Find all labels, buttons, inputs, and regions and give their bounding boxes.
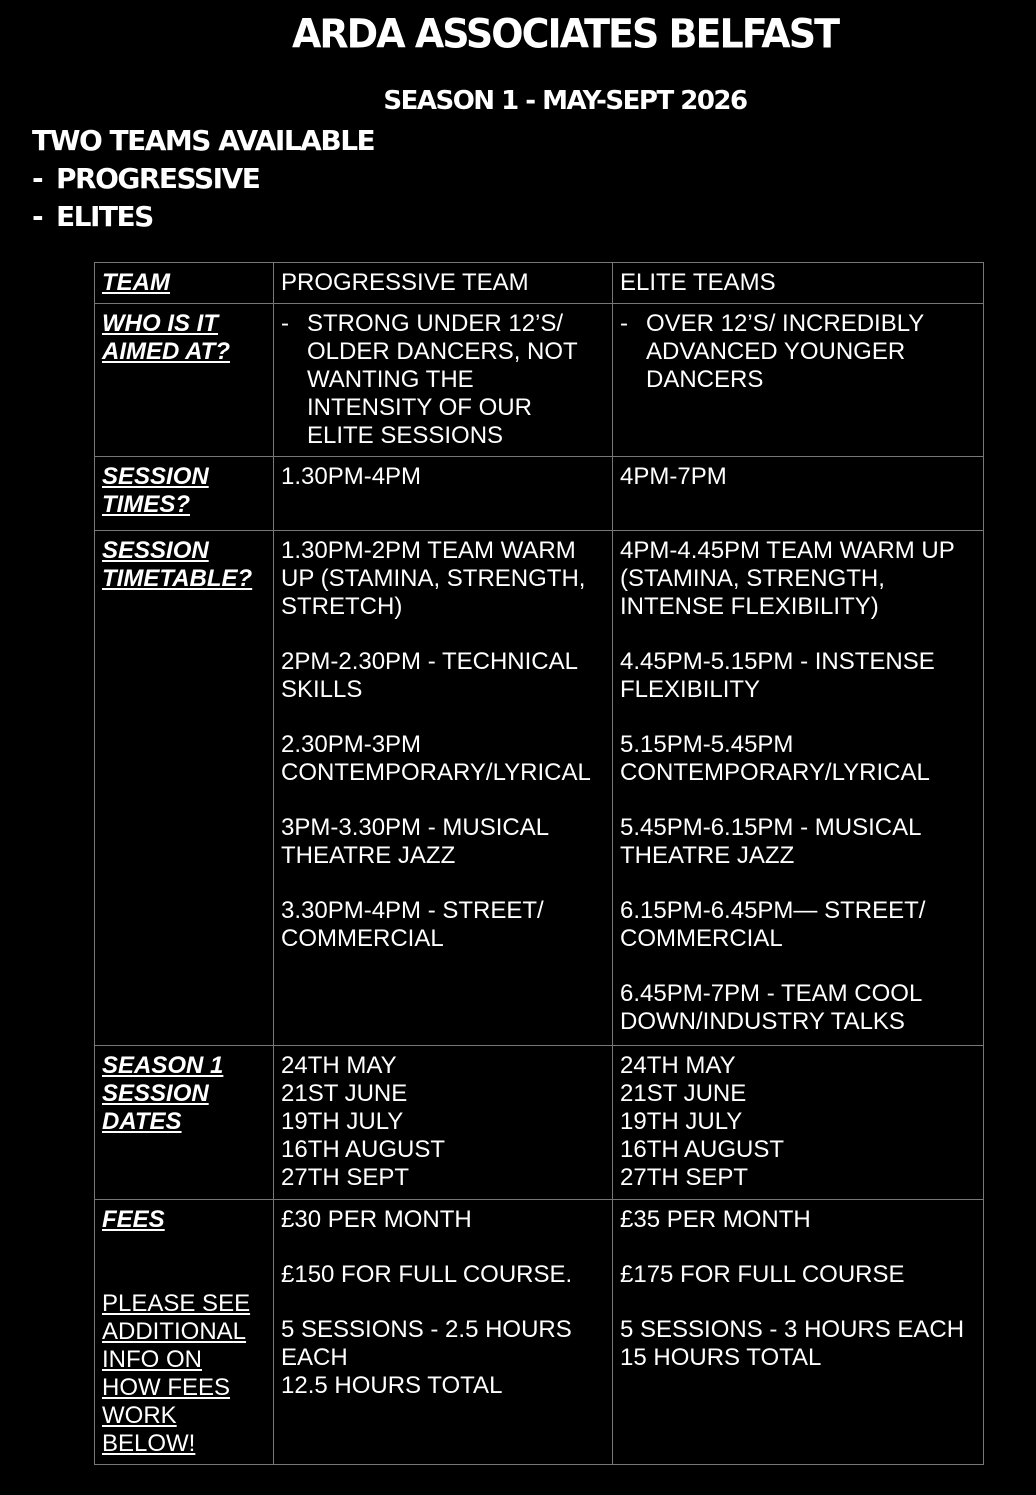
session-date: 19TH JULY xyxy=(281,1108,404,1135)
session-date: 27TH SEPT xyxy=(620,1164,749,1191)
row-label-aimed: WHO IS IT AIMED AT? xyxy=(95,304,274,457)
table-row-aimed xyxy=(95,304,984,457)
page-title: ARDA ASSOCIATES BELFAST xyxy=(292,10,838,58)
timetable-item: 4PM-4.45PM TEAM WARM UP (STAMINA, STRENGTH, INTENSE FLEXIBILITY) xyxy=(620,537,955,620)
cell-dates-elite xyxy=(613,1046,984,1200)
teams-available-block xyxy=(32,122,374,236)
cell-aimed-progressive: - STRONG UNDER 12’S/ OLDER DANCERS, NOT WANTING THE INTENSITY OF OUR ELITE SESSIONS xyxy=(274,304,613,457)
row-label-fees: FEES PLEASE SEE ADDITIONAL INFO ON HOW FEES WORK BELOW! xyxy=(95,1200,274,1465)
column-header-progressive: PROGRESSIVE TEAM xyxy=(274,263,613,304)
fee-total-hours: 15 HOURS TOTAL xyxy=(620,1344,822,1371)
timetable-item: 2.30PM-3PM CONTEMPORARY/LYRICAL xyxy=(281,731,591,786)
row-label-times: SESSION TIMES? xyxy=(95,457,274,531)
timetable-item: 3.30PM-4PM - STREET/ COMMERCIAL xyxy=(281,897,544,952)
cell-dates-progressive xyxy=(274,1046,613,1200)
table-row-dates xyxy=(95,1046,984,1200)
teams-heading: TWO TEAMS AVAILABLE xyxy=(32,124,375,157)
fee-full-course: £175 FOR FULL COURSE xyxy=(620,1261,905,1288)
fee-sessions: 5 SESSIONS - 3 HOURS EACH xyxy=(620,1316,965,1343)
fee-monthly: £35 PER MONTH xyxy=(620,1206,811,1233)
cell-timetable-elite xyxy=(613,531,984,1046)
season-subtitle: SEASON 1 - MAY-SEPT 2026 xyxy=(383,86,747,116)
session-date: 24TH MAY xyxy=(281,1052,397,1079)
cell-times-elite: 4PM-7PM xyxy=(613,457,984,531)
row-label-team: TEAM xyxy=(95,263,274,304)
timetable-item: 4.45PM-5.15PM - INSTENSE FLEXIBILITY xyxy=(620,648,935,703)
timetable-item: 6.45PM-7PM - TEAM COOL DOWN/INDUSTRY TALKS xyxy=(620,980,922,1035)
teams-info-table xyxy=(94,262,984,1465)
cell-timetable-progressive xyxy=(274,531,613,1046)
session-date: 27TH SEPT xyxy=(281,1164,410,1191)
fee-full-course: £150 FOR FULL COURSE. xyxy=(281,1261,573,1288)
cell-fees-elite xyxy=(613,1200,984,1465)
table-row-times xyxy=(95,457,984,531)
fee-sessions: 5 SESSIONS - 2.5 HOURS EACH xyxy=(281,1316,572,1371)
timetable-item: 3PM-3.30PM - MUSICAL THEATRE JAZZ xyxy=(281,814,549,869)
timetable-item: 6.15PM-6.45PM— STREET/ COMMERCIAL xyxy=(620,897,926,952)
fees-note: PLEASE SEE ADDITIONAL INFO ON HOW FEES WORK BELOW! xyxy=(102,1290,251,1457)
cell-aimed-elite: - OVER 12’S/ INCREDIBLY ADVANCED YOUNGER DANCERS xyxy=(613,304,984,457)
cell-times-progressive: 1.30PM-4PM xyxy=(274,457,613,531)
session-date: 21ST JUNE xyxy=(281,1080,408,1107)
session-date: 21ST JUNE xyxy=(620,1080,747,1107)
team-item-elites: - ELITES xyxy=(32,200,153,233)
session-date: 24TH MAY xyxy=(620,1052,736,1079)
table-row-timetable xyxy=(95,531,984,1046)
timetable-item: 2PM-2.30PM - TECHNICAL SKILLS xyxy=(281,648,578,703)
timetable-item: 5.45PM-6.15PM - MUSICAL THEATRE JAZZ xyxy=(620,814,921,869)
column-header-elite: ELITE TEAMS xyxy=(613,263,984,304)
row-label-dates: SEASON 1 SESSION DATES xyxy=(95,1046,274,1200)
timetable-item: 1.30PM-2PM TEAM WARM UP (STAMINA, STRENGTH, STRETCH) xyxy=(281,537,586,620)
table-row-fees xyxy=(95,1200,984,1465)
session-date: 16TH AUGUST xyxy=(281,1136,446,1163)
table-row-team xyxy=(95,263,984,304)
session-date: 19TH JULY xyxy=(620,1108,743,1135)
cell-fees-progressive xyxy=(274,1200,613,1465)
fee-total-hours: 12.5 HOURS TOTAL xyxy=(281,1372,503,1399)
row-label-timetable: SESSION TIMETABLE? xyxy=(95,531,274,1046)
session-date: 16TH AUGUST xyxy=(620,1136,785,1163)
fee-monthly: £30 PER MONTH xyxy=(281,1206,472,1233)
team-item-progressive: - PROGRESSIVE xyxy=(32,162,260,195)
timetable-item: 5.15PM-5.45PM CONTEMPORARY/LYRICAL xyxy=(620,731,930,786)
